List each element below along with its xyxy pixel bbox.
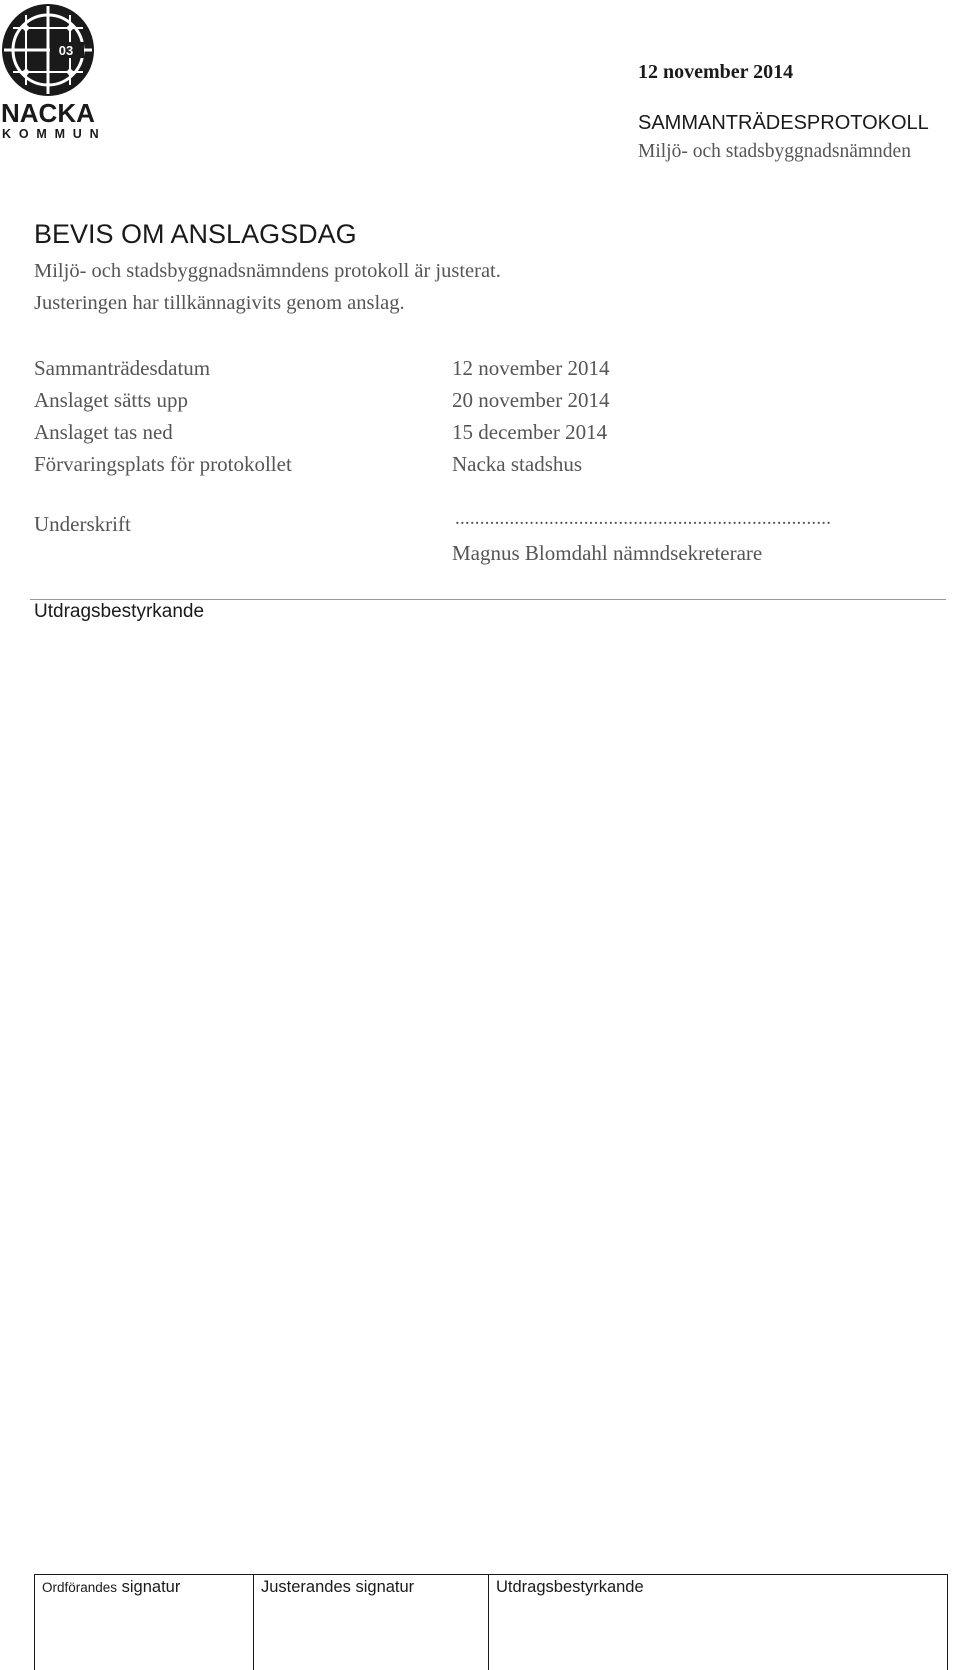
divider-rule [30, 599, 946, 600]
detail-value-removed: 15 december 2014 [452, 420, 608, 444]
logo-wordmark: NACKA [1, 98, 95, 128]
signature-cell-extract [488, 1575, 644, 1670]
extract-signature-label: Utdragsbestyrkande [496, 1578, 644, 1596]
notice-title: BEVIS OM ANSLAGSDAG [34, 219, 357, 249]
seal-number: 03 [58, 43, 74, 58]
signature-line: ............................................................................ [455, 508, 832, 529]
signature-table [34, 1574, 948, 1670]
signature-cell-adjuster [253, 1575, 415, 1670]
signature-label: Underskrift [34, 512, 131, 536]
header-document-type: SAMMANTRÄDESPROTOKOLL [638, 112, 929, 134]
chair-label-suffix: signatur [121, 1578, 181, 1596]
detail-label-removed: Anslaget tas ned [34, 420, 173, 444]
chair-signature-label [42, 1578, 180, 1597]
detail-label-meeting-date: Sammanträdesdatum [34, 356, 211, 380]
extract-certification-label: Utdragsbestyrkande [34, 601, 205, 622]
signatory-name: Magnus Blomdahl nämndsekreterare [452, 541, 763, 565]
detail-value-meeting-date: 12 november 2014 [452, 356, 610, 380]
chair-label-prefix: Ordförandes [42, 1580, 118, 1595]
detail-label-storage: Förvaringsplats för protokollet [34, 452, 292, 476]
detail-value-posted: 20 november 2014 [452, 388, 610, 412]
notice-intro-line-2: Justeringen har tillkännagivits genom anslag. [34, 292, 405, 314]
detail-label-posted: Anslaget sätts upp [34, 388, 188, 412]
detail-value-storage: Nacka stadshus [452, 452, 583, 476]
nacka-seal-logo [0, 2, 96, 98]
adjuster-signature-label: Justerandes signatur [261, 1578, 415, 1596]
logo-subtitle: KOMMUN [2, 127, 107, 141]
header-board-name: Miljö- och stadsbyggnadsnämnden [638, 141, 911, 162]
notice-intro-line-1: Miljö- och stadsbyggnadsnämndens protokoll är justerat. [34, 260, 501, 282]
header-date: 12 november 2014 [638, 61, 794, 83]
